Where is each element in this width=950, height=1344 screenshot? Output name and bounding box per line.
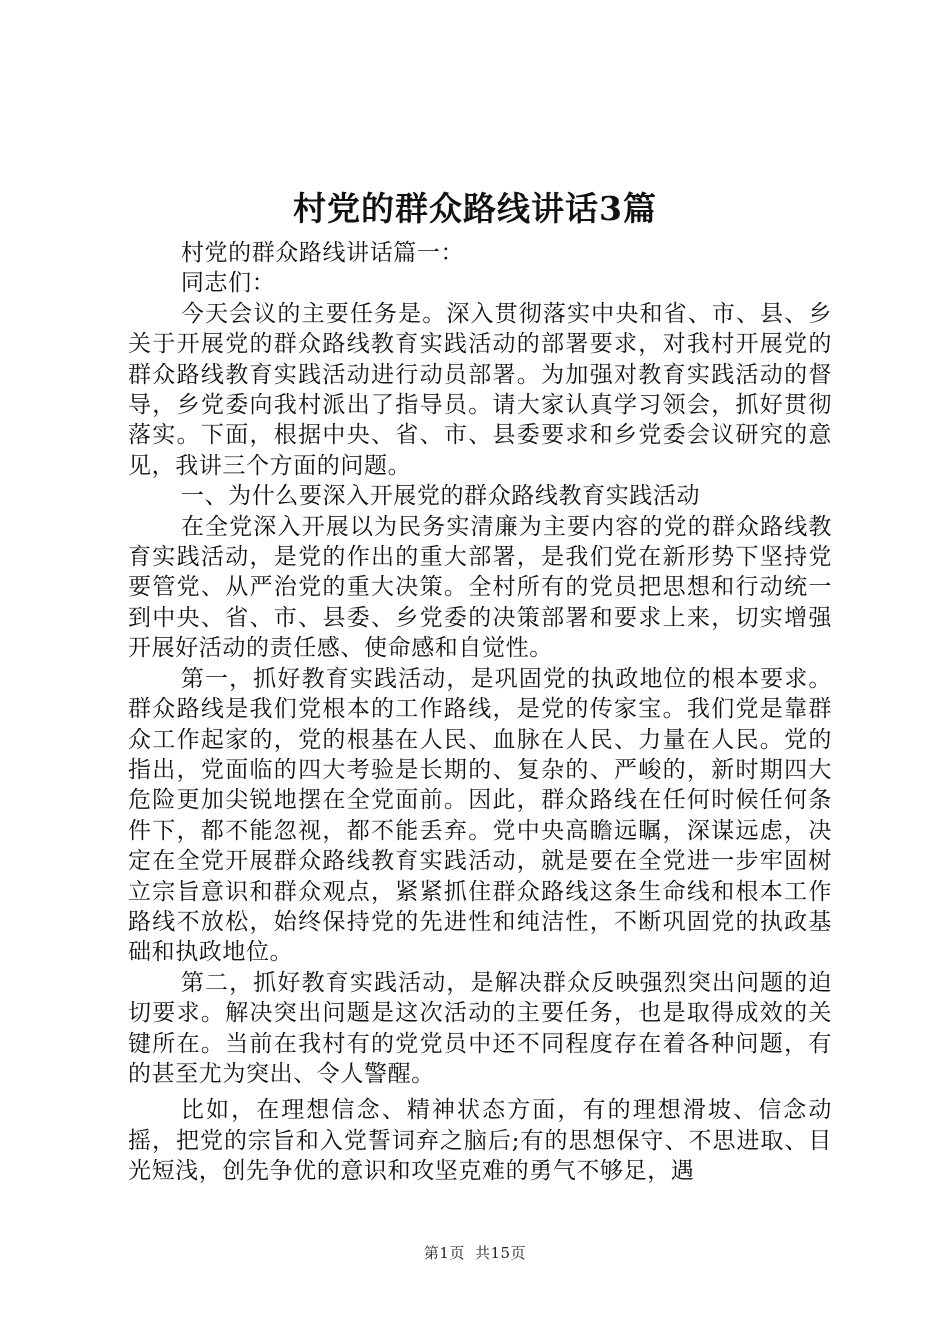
paragraph-salutation: 同志们： — [180, 270, 276, 297]
page-number: 第1页 — [423, 1244, 465, 1262]
paragraph-second-point: 第二，抓好教育实践活动，是解决群众反映强烈突出问题的迫切要求。解决突出问题是这次活动的主要任务，也是取得成效的关键所在。当前在我村有的党党员中还不同程度存在着各种问题，有的甚至尤为突出、令人警醒。 — [128, 969, 832, 1087]
page-footer — [0, 1243, 950, 1263]
document-title: 村党的群众路线讲话3篇 — [293, 189, 657, 228]
document-body — [128, 238, 832, 1187]
paragraph-deploy: 在全党深入开展以为民务实清廉为主要内容的党的群众路线教育实践活动，是党的作出的重大部署，是我们党在新形势下坚持党要管党、从严治党的重大决策。全村所有的党员把思想和行动统一到中央、省、市、县委、乡党委的决策部署和要求上来，切实增强开展好活动的责任感、使命感和自觉性。 — [128, 513, 832, 662]
paragraph-example: 比如，在理想信念、精神状态方面，有的理想滑坡、信念动摇，把党的宗旨和入党誓词弃之脑后;有的思想保守、不思进取、目光短浅，创先争优的意识和攻坚克难的勇气不够足，遇 — [128, 1097, 832, 1185]
paragraph-first-point: 第一，抓好教育实践活动，是巩固党的执政地位的根本要求。群众路线是我们党根本的工作路线，是党的传家宝。我们党是靠群众工作起家的，党的根基在人民、血脉在人民、力量在人民。党的指出，党面临的四大考验是长期的、复杂的、严峻的，新时期四大危险更加尖锐地摆在全党面前。因此，群众路线在任何时候任何条件下，都不能忽视，都不能丢弃。党中央高瞻远瞩，深谋远虑，决定在全党开展群众路线教育实践活动，就是要在全党进一步牢固树立宗旨意识和群众观点，紧紧抓住群众路线这条生命线和根本工作路线不放松，始终保持党的先进性和纯洁性，不断巩固党的执政基础和执政地位。 — [128, 665, 832, 966]
paragraph-meeting-task: 今天会议的主要任务是。深入贯彻落实中央和省、市、县、乡关于开展党的群众路线教育实践活动的部署要求，对我村开展党的群众路线教育实践活动进行动员部署。为加强对教育实践活动的督导，乡党委向我村派出了指导员。请大家认真学习领会，抓好贯彻落实。下面，根据中央、省、市、县委要求和乡党委会议研究的意见，我讲三个方面的问题。 — [128, 300, 832, 479]
page-total: 共15页 — [474, 1244, 527, 1262]
paragraph-section-heading: 村党的群众路线讲话篇一： — [180, 240, 465, 266]
paragraph-part-one-heading: 一、为什么要深入开展党的群众路线教育实践活动 — [180, 483, 701, 510]
